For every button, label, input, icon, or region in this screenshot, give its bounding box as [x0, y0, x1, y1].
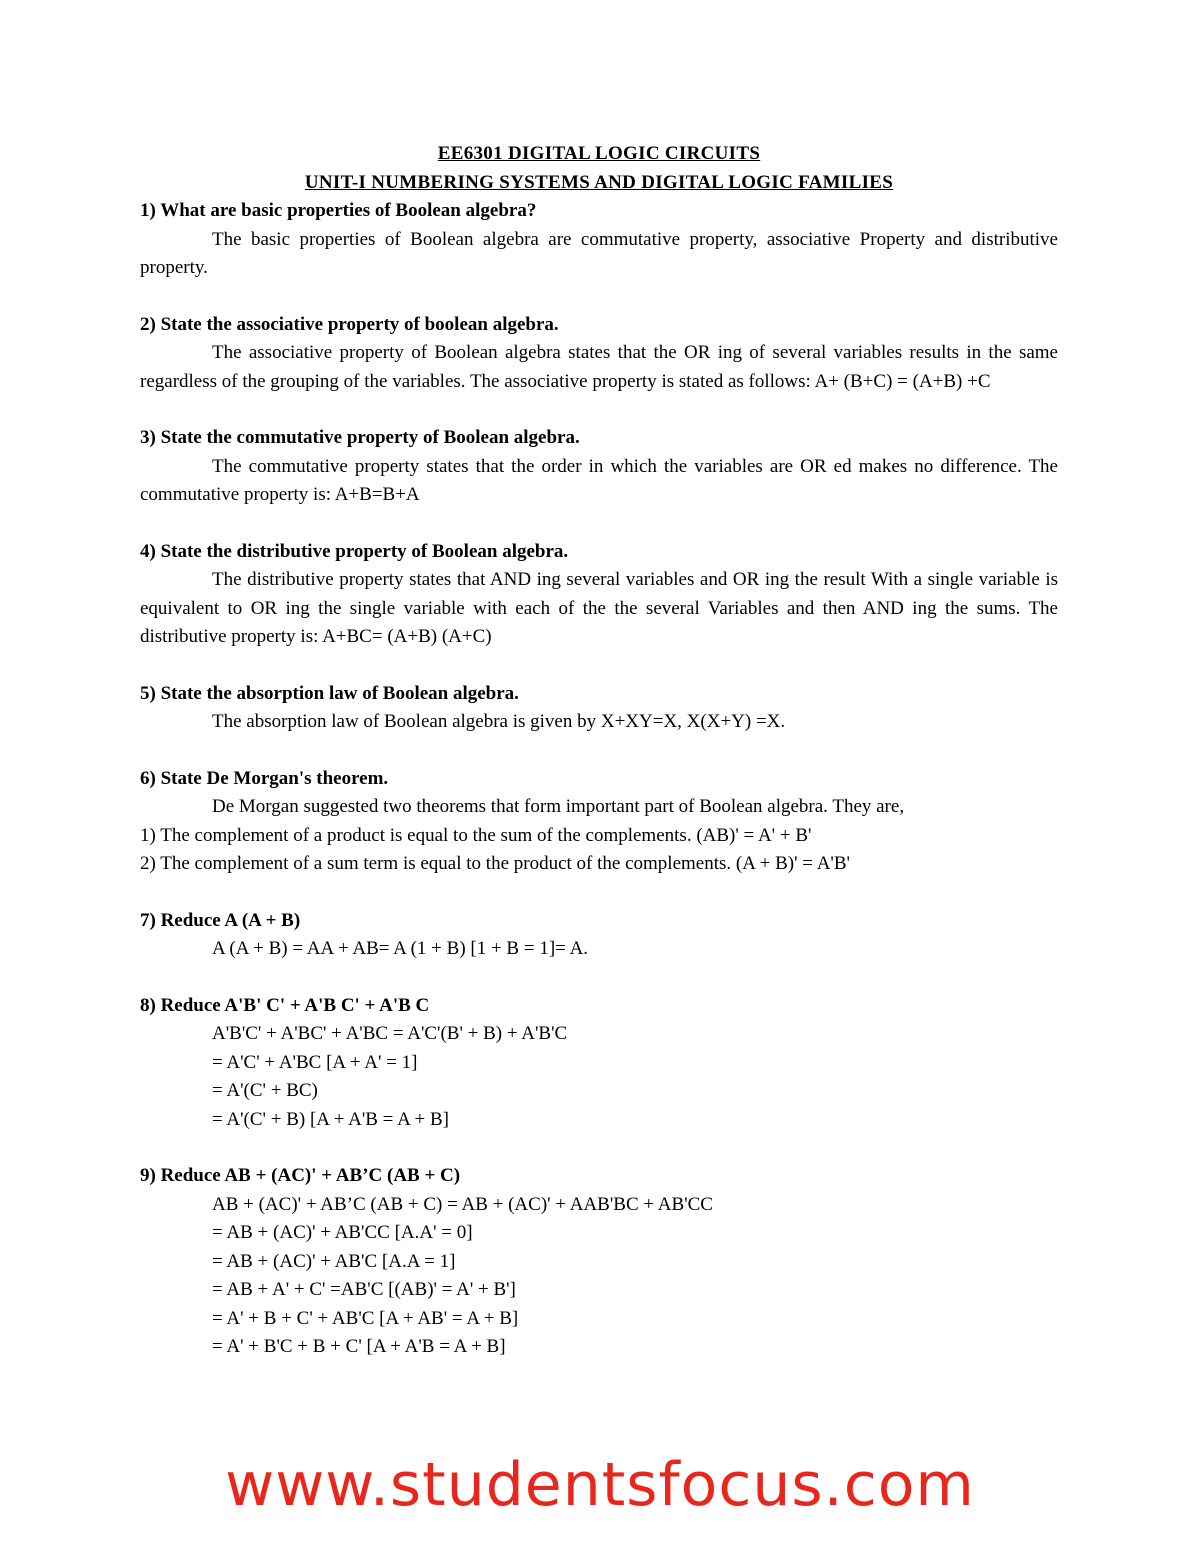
website-watermark: www.studentsfocus.com	[225, 1450, 975, 1520]
answer-2: The associative property of Boolean algebra states that the OR ing of several variables results in the same regardless of the grouping of the variables. The associative property is stated as follows: A+ (B+C) = (A+B) +C	[140, 342, 1058, 392]
q9-step: = A' + B + C' + AB'C [A + AB' = A + B]	[212, 1307, 519, 1329]
document-title: EE6301 DIGITAL LOGIC CIRCUITS	[437, 143, 761, 164]
q8-step: = A'(C' + B) [A + A'B = A + B]	[212, 1108, 449, 1130]
document-page	[140, 140, 1058, 1362]
demorgan-theorem-2: 2) The complement of a sum term is equal to the product of the complements. (A + B)' = A'B'	[140, 853, 850, 874]
question-8: 8) Reduce A'B' C' + A'B C' + A'B C	[140, 994, 430, 1016]
question-4: 4) State the distributive property of Boolean algebra.	[140, 540, 569, 562]
q8-step: A'B'C' + A'BC' + A'BC = A'C'(B' + B) + A'B'C	[212, 1023, 568, 1044]
question-3: 3) State the commutative property of Boolean algebra.	[140, 427, 580, 448]
q7-step: A (A + B) = AA + AB= A (1 + B) [1 + B = 1]= A.	[212, 938, 589, 959]
answer-3: The commutative property states that the order in which the variables are OR ed makes no difference. The commutative property is: A+B=B+A	[140, 455, 1058, 505]
q9-step: = A' + B'C + B + C' [A + A'B = A + B]	[212, 1336, 506, 1357]
answer-4: The distributive property states that AND ing several variables and OR ing the result With a single variable is equivalent to OR ing the single variable with each of the the several Variables and then AND ing the sums. The distributive property is: A+BC= (A+B) (A+C)	[140, 569, 1058, 647]
question-2: 2) State the associative property of boolean algebra.	[140, 313, 559, 335]
answer-6: De Morgan suggested two theorems that form important part of Boolean algebra. They are,	[212, 796, 905, 817]
q8-step: = A'C' + A'BC [A + A' = 1]	[212, 1051, 418, 1073]
demorgan-theorem-1: 1) The complement of a product is equal to the sum of the complements. (AB)' = A' + B'	[140, 824, 812, 846]
question-1: 1) What are basic properties of Boolean algebra?	[140, 200, 537, 221]
q9-step: = AB + A' + C' =AB'C [(AB)' = A' + B']	[212, 1279, 516, 1300]
answer-5: The absorption law of Boolean algebra is given by X+XY=X, X(X+Y) =X.	[212, 711, 786, 732]
q9-step: = AB + (AC)' + AB'C [A.A = 1]	[212, 1250, 456, 1272]
q8-step: = A'(C' + BC)	[212, 1080, 318, 1101]
q9-step: = AB + (AC)' + AB'CC [A.A' = 0]	[212, 1222, 473, 1243]
document-subtitle: UNIT-I NUMBERING SYSTEMS AND DIGITAL LOGIC FAMILIES	[304, 171, 894, 193]
question-9: 9) Reduce AB + (AC)' + AB’C (AB + C)	[140, 1165, 461, 1186]
answer-1: The basic properties of Boolean algebra are commutative property, associative Property and distributive property.	[140, 228, 1058, 278]
q9-step: AB + (AC)' + AB’C (AB + C) = AB + (AC)' + AAB'BC + AB'CC	[212, 1193, 713, 1215]
question-5: 5) State the absorption law of Boolean algebra.	[140, 682, 519, 704]
question-7: 7) Reduce A (A + B)	[140, 909, 301, 931]
question-6: 6) State De Morgan's theorem.	[140, 767, 389, 789]
